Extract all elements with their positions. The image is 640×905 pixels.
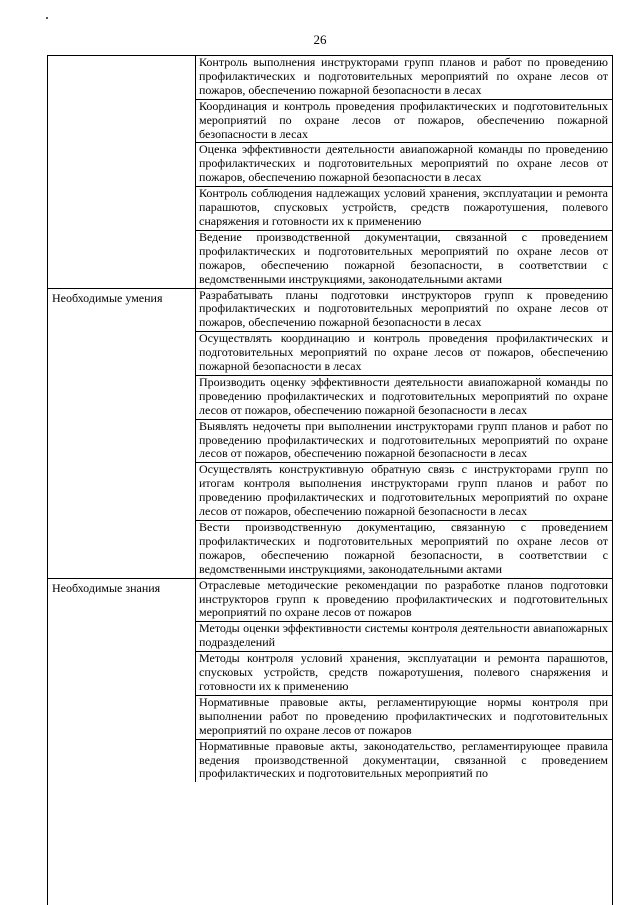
section-items	[196, 579, 612, 783]
section-required-skills	[48, 289, 612, 579]
section-items	[196, 289, 612, 578]
page-number: 26	[313, 32, 327, 47]
section-items	[196, 56, 612, 288]
table-cell: Осуществлять конструктивную обратную связь с инструкторами групп по итогам контроля выполнения инструкторами групп планов и работ по проведению профилактических и подготовительных мероприятий по охране лесов от пожаров, обеспечению пожарной безопасности в лесах	[196, 463, 612, 521]
table-cell: Выявлять недочеты при выполнении инструкторами групп планов и работ по проведению профилактических и подготовительных мероприятий по охране лесов от пожаров, обеспечению пожарной безопасности в лесах	[196, 420, 612, 464]
table-cell: Нормативные правовые акты, регламентирующие нормы контроля при выполнении работ по проведению профилактических и подготовительных мероприятий по охране лесов от пожаров	[196, 696, 612, 740]
table-cell: Вести производственную документацию, связанную с проведением профилактических и подготовительных мероприятий по охране лесов от пожаров, обеспечению пожарной безопасности, в соответствии с ведомственными инструкциями, законодательными актами	[199, 520, 608, 576]
table-cell: Методы контроля условий хранения, эксплуатации и ремонта парашютов, спусковых устройств, средств пожаротушения, полевого снаряжения и готовности их к применению	[196, 652, 612, 696]
scan-speck	[46, 17, 48, 19]
section-label: Необходимые умения	[48, 289, 196, 578]
table-cell: Нормативные правовые акты, законодательство, регламентирующее правила ведения производственной документации, связанной с проведением профилактических и подготовительных мероприятий по	[199, 738, 608, 781]
requirements-table	[47, 55, 613, 905]
section-required-knowledge	[48, 579, 612, 783]
table-cell: Координация и контроль проведения профилактических и подготовительных мероприятий по охране лесов от пожаров, обеспечению пожарной безопасности в лесах	[196, 100, 612, 144]
table-cell: Осуществлять координацию и контроль проведения профилактических и подготовительных мероприятий по охране лесов от пожаров, обеспечению пожарной безопасности в лесах	[196, 332, 612, 376]
table-cell: Ведение производственной документации, связанной с проведением профилактических и подготовительных мероприятий по охране лесов от пожаров, обеспечению пожарной безопасности, в соответствии с ведомственными инструкциями, законодательными актами	[199, 229, 608, 286]
table-cell: Методы оценки эффективности системы контроля деятельности авиапожарных подразделений	[196, 622, 612, 652]
table-cell: Производить оценку эффективности деятельности авиапожарной команды по проведению профилактических и подготовительных мероприятий по охране лесов от пожаров, обеспечению пожарной безопасности в лесах	[196, 376, 612, 420]
section-labor-actions	[48, 56, 612, 289]
section-label	[48, 56, 196, 288]
table-cell: Отраслевые методические рекомендации по разработке планов подготовки инструкторов групп к проведению профилактических и подготовительных мероприятий по охране лесов от пожаров	[196, 579, 612, 623]
section-label: Необходимые знания	[48, 579, 196, 783]
table-cell: Контроль выполнения инструкторами групп планов и работ по проведению профилактических и подготовительных мероприятий по охране лесов от пожаров, обеспечению пожарной безопасности в лесах	[196, 56, 612, 100]
table-cell: Разрабатывать планы подготовки инструкторов групп к проведению профилактических и подготовительных мероприятий по охране лесов от пожаров, обеспечению пожарной безопасности в лесах	[196, 289, 612, 333]
table-cell: Оценка эффективности деятельности авиапожарной команды по проведению профилактических и подготовительных мероприятий по охране лесов от пожаров, обеспечению пожарной безопасности в лесах	[196, 143, 612, 187]
table-cell: Контроль соблюдения надлежащих условий хранения, эксплуатации и ремонта парашютов, спусковых устройств, средств пожаротушения, полевого снаряжения и готовности их к применению	[196, 187, 612, 231]
